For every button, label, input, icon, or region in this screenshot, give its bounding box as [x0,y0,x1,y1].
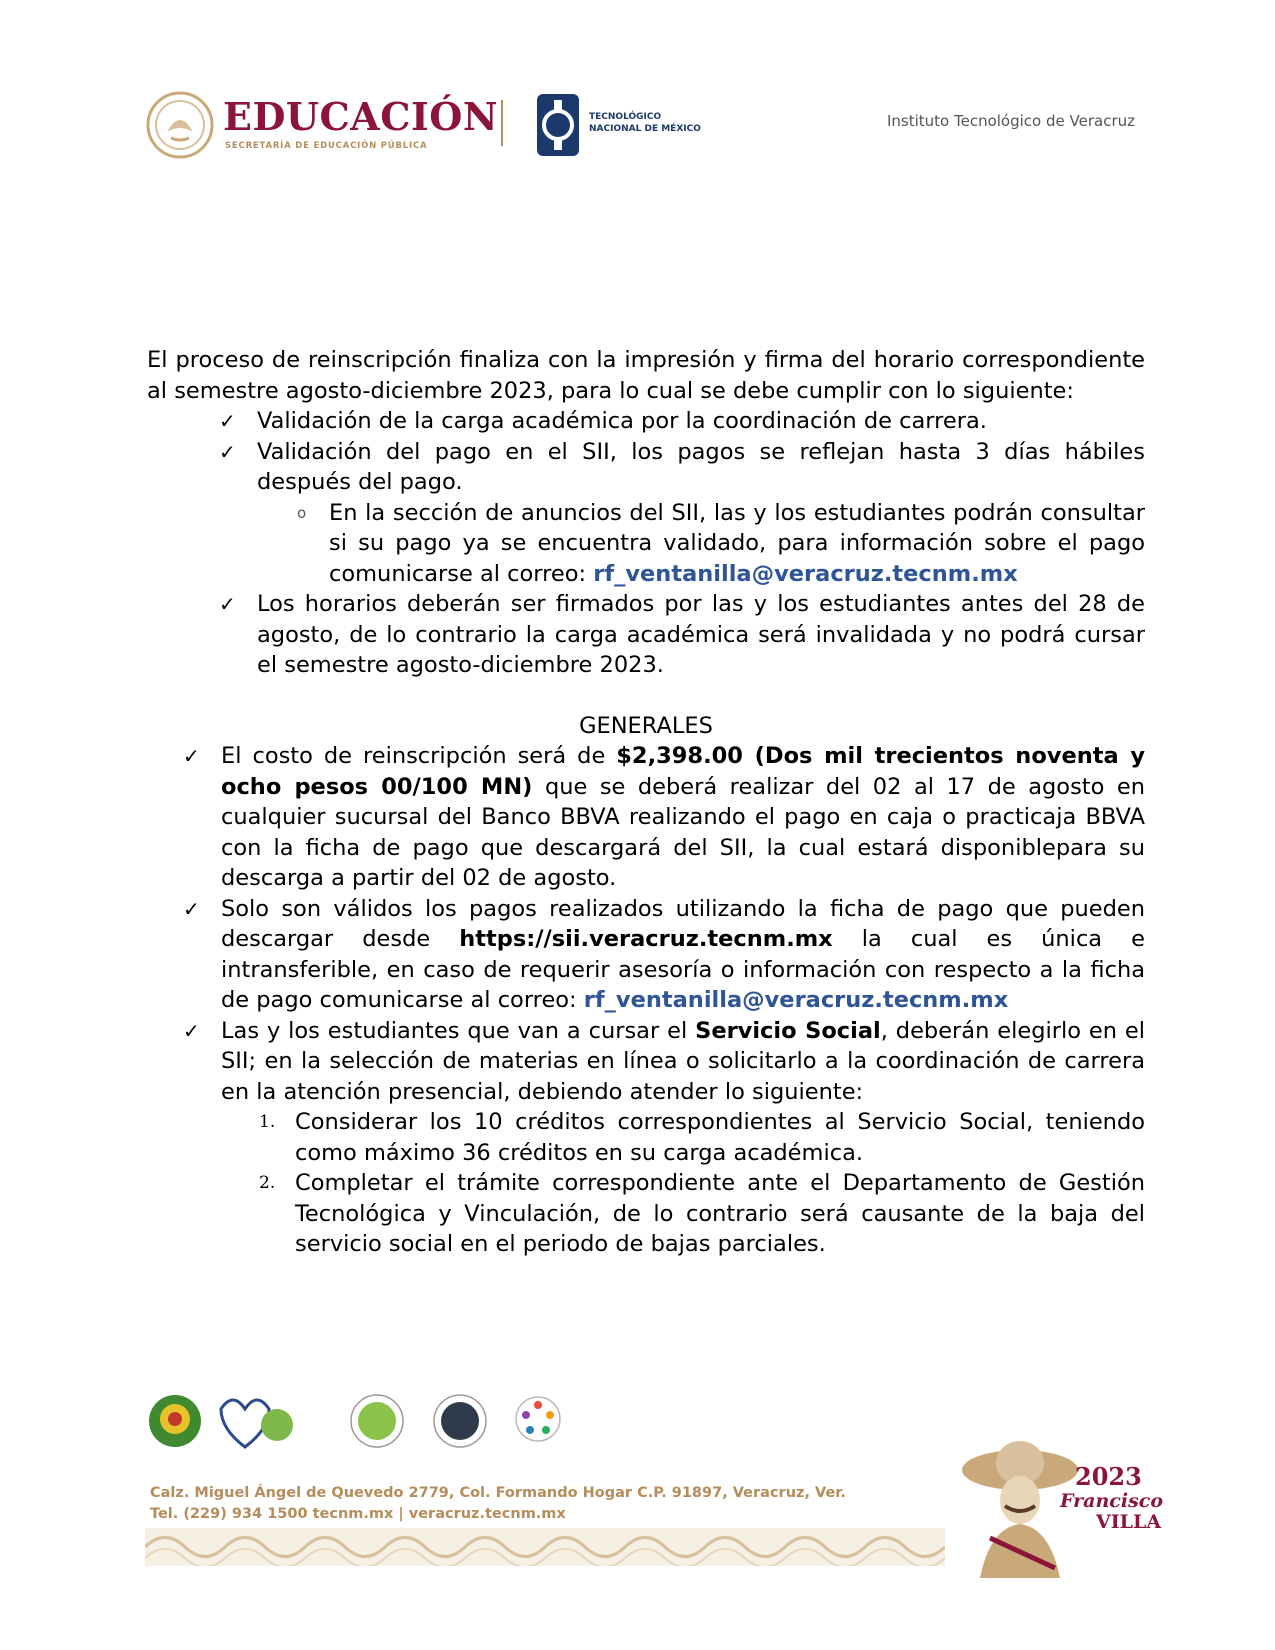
check-icon: ✓ [183,896,200,921]
requirement-text: Validación del pago en el SII, los pagos se reflejan hasta 3 días hábiles después del pago. [257,438,1145,495]
sub-requirement-item [147,498,1145,590]
sub-requirement-text: En la sección de anuncios del SII, las y los estudiantes podrán consultar si su pago ya se encuentra validado, para información sobre el pago comunicarse al correo: [329,499,1145,587]
tecnm-text [589,111,701,135]
requirement-item [147,437,1145,498]
sep-subtitle: SECRETARÍA DE EDUCACIÓN PÚBLICA [225,141,428,151]
plastic-free-logo [221,1400,293,1447]
generales-item [147,894,1145,1016]
numbered-text: Considerar los 10 créditos correspondientes al Servicio Social, teniendo como máximo 36 créditos en su carga académica. [295,1109,1145,1166]
inclusion-logo [516,1397,560,1441]
check-icon: ✓ [219,592,236,616]
check-icon: ✓ [183,1018,200,1043]
tecnm-line1: TECNOLÓGICO [589,112,662,122]
check-icon: ✓ [219,439,236,464]
document-body [147,345,1145,1260]
generales-text: Las y los estudiantes que van a cursar el [221,1017,696,1044]
generales-text: Solo son válidos los pagos realizados utilizando la ficha de pago que pueden descargar desde [221,895,1145,952]
generales-item [147,1016,1145,1108]
servicio-social-bold: Servicio Social [695,1017,881,1044]
circle-bullet-icon: o [297,503,307,522]
francisco-label: Francisco [1060,1490,1164,1512]
numbered-item [147,1168,1145,1260]
requirement-item [147,589,1145,681]
generales-text: , deberán elegirlo en el SII; en la selección de materias en línea o solicitarlo a la coordinación de carrera en la atención presencial, debiendo atender lo siguiente: [221,1017,1145,1105]
generales-text: que se deberá realizar del 02 al 17 de agosto en cualquier sucursal del Banco BBVA realizando el pago en caja o practicaja BBVA con la ficha de pago que descargará del SII, la cual estará disponiblepara su descarga a partir del 02 de agosto. [221,773,1145,891]
villa-label: VILLA [1096,1511,1162,1533]
institute-name: Instituto Tecnológico de Veracruz [886,112,1135,130]
tecnm-line2: NACIONAL DE MÉXICO [589,124,701,134]
numbered-text: Completar el trámite correspondiente ante el Departamento de Gestión Tecnológica y Vinculación, de lo contrario será causante de la baja del servicio social en el periodo de bajas parciales. [295,1170,1145,1257]
item-number: 2. [259,1173,276,1193]
cost-amount: $2,398.00 (Dos mil trecientos noventa y ocho pesos 00/100 MN) [221,743,1145,800]
item-number: 1. [259,1112,276,1132]
generales-heading: GENERALES [579,712,713,739]
logo-divider [501,100,503,146]
certification-logos [145,1385,575,1460]
iso-14001-logo [351,1395,403,1447]
itv-emblem-logo [149,1395,201,1447]
email-link[interactable]: rf_ventanilla@veracruz.tecnm.mx [583,987,1009,1013]
contact-line: Tel. (229) 934 1500 tecnm.mx | veracruz.tecnm.mx [150,1506,566,1522]
mexico-seal-logo [145,90,215,160]
year-label: 2023 [1075,1462,1142,1491]
sii-url-link[interactable]: https://sii.veracruz.tecnm.mx [459,926,833,952]
address-line: Calz. Miguel Ángel de Quevedo 2779, Col. Formando Hogar C.P. 91897, Veracruz, Ver. [150,1485,846,1501]
document-header [145,88,1135,168]
intro-paragraph: El proceso de reinscripción finaliza con la impresión y firma del horario correspondiente al semestre agosto-diciembre 2023, para lo cual se debe cumplir con lo siguiente: [147,347,1145,404]
footer-address [150,1483,846,1525]
requirement-text: Validación de la carga académica por la coordinación de carrera. [257,408,987,434]
check-icon: ✓ [183,744,200,768]
check-icon: ✓ [219,409,236,433]
requirement-text: Los horarios deberán ser firmados por las y los estudiantes antes del 28 de agosto, de lo contrario la carga académica será invalidada y no podrá cursar el semestre agosto-diciembre 2023. [257,591,1145,678]
email-link[interactable]: rf_ventanilla@veracruz.tecnm.mx [593,560,1018,587]
generales-text: la cual es única e intransferible, en caso de requerir asesoría o información con respecto a la ficha de pago comunicarse al correo: [221,926,1145,1013]
generales-text: El costo de reinscripción será de [221,743,617,769]
numbered-item [147,1107,1145,1168]
educacion-wordmark: EDUCACIÓN [223,94,499,139]
decorative-pattern [145,1528,945,1566]
requirement-item [147,406,1145,437]
iso-9001-logo [434,1395,486,1447]
generales-item [147,741,1145,894]
tecnm-gear-logo [533,90,583,160]
